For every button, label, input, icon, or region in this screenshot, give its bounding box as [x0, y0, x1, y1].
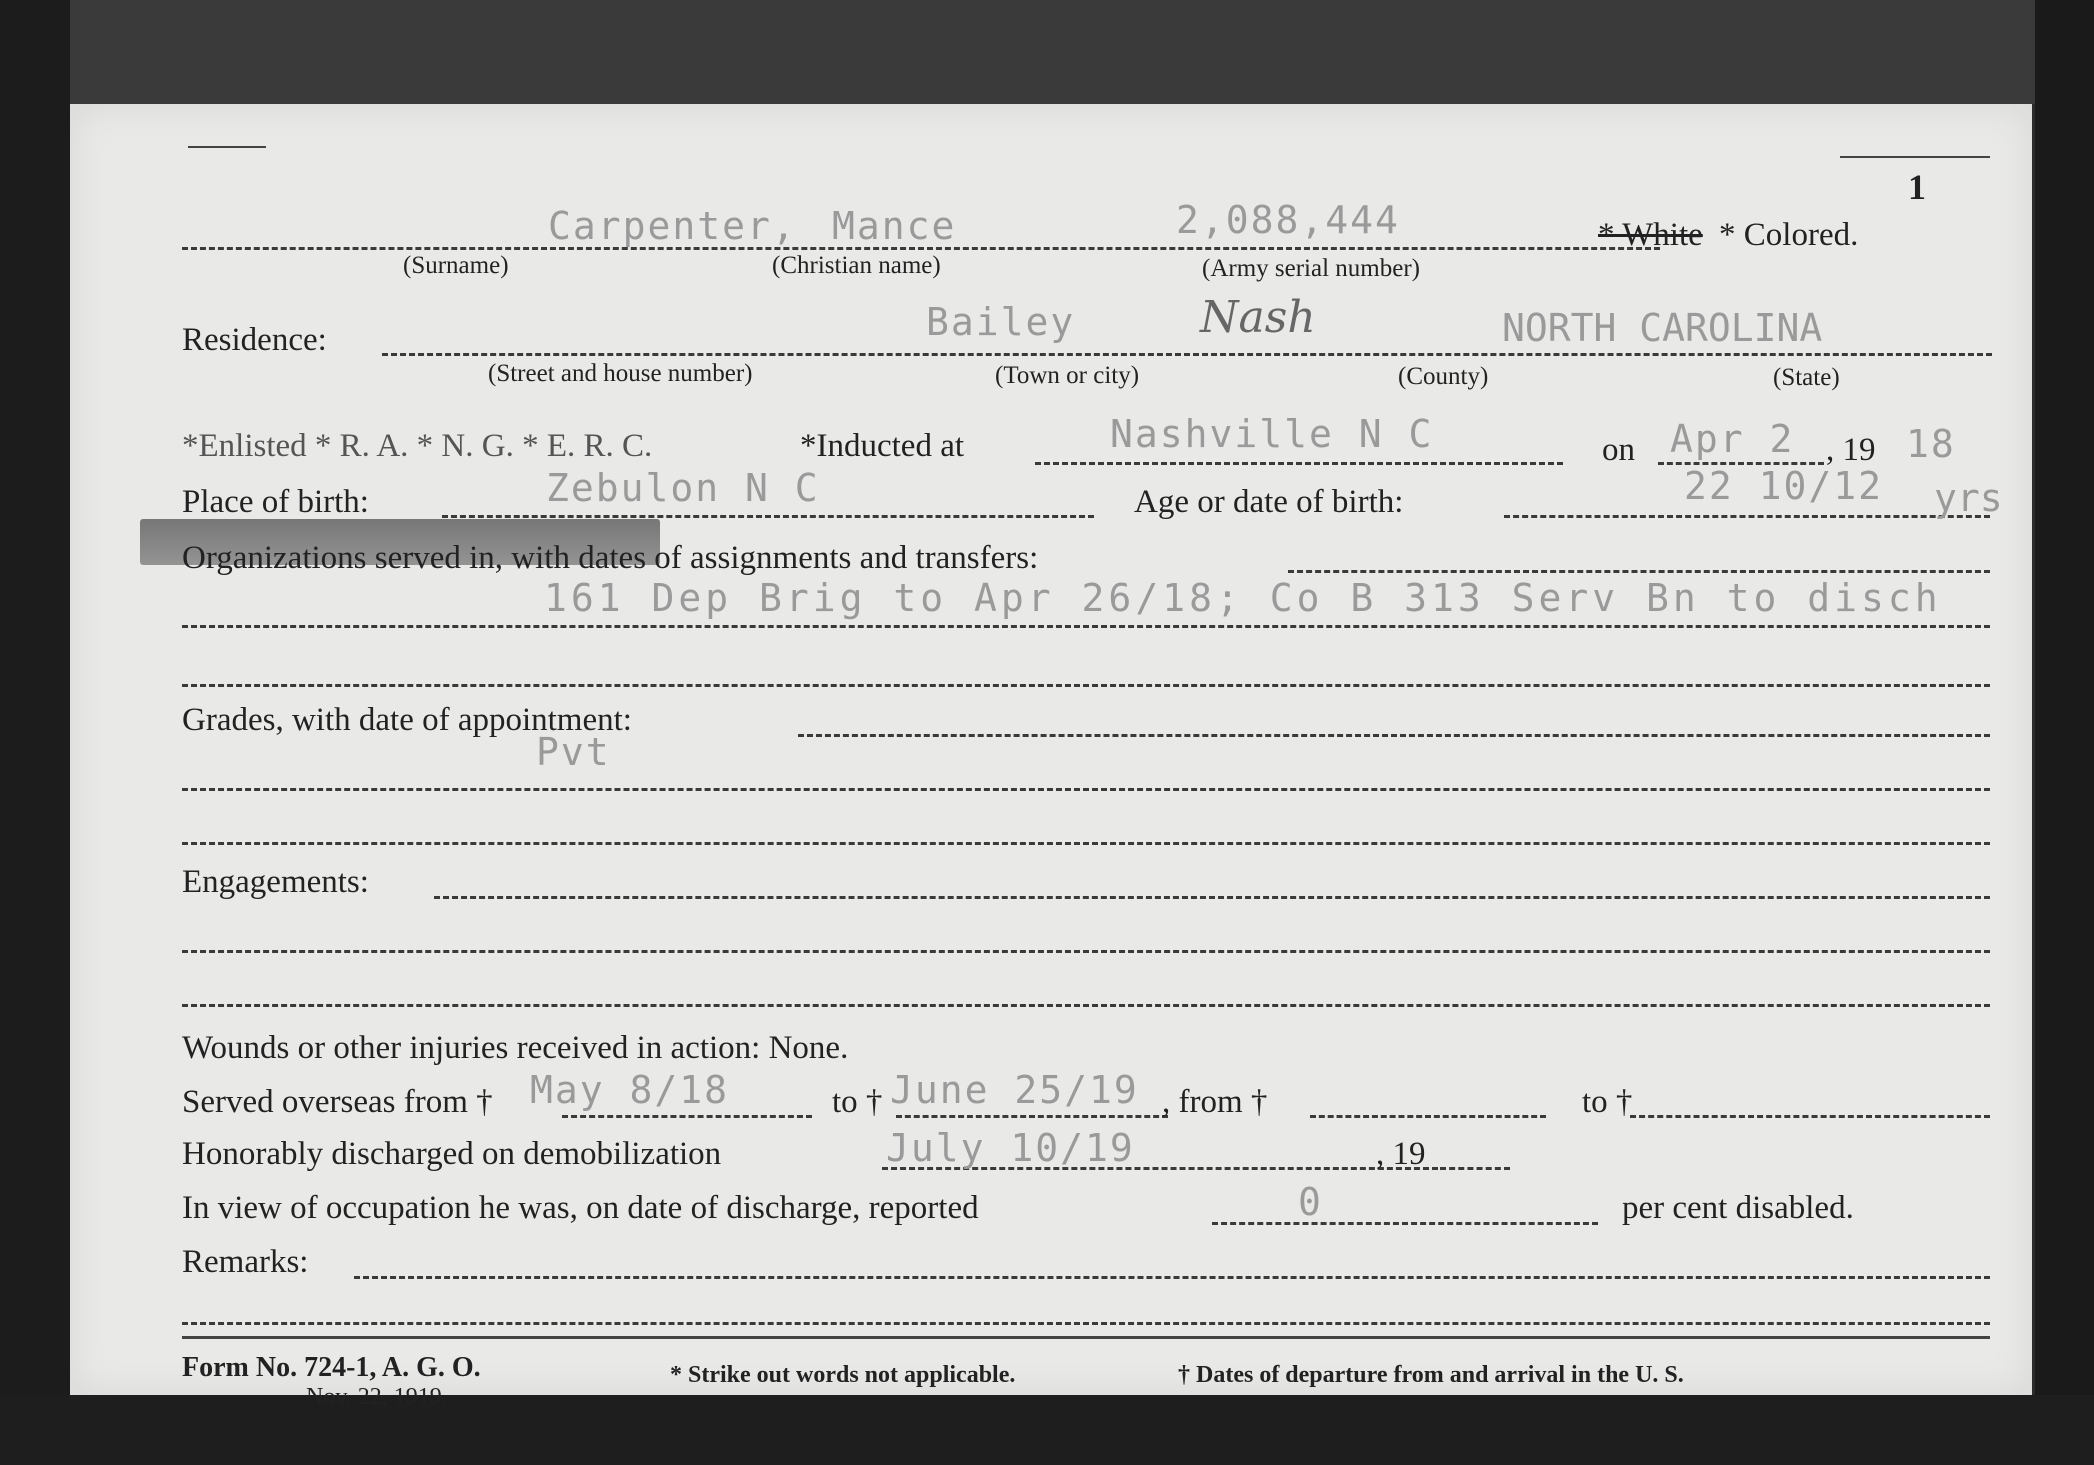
overseas-to2-label: to †	[1582, 1084, 1633, 1120]
army-serial-value: 2,088,444	[1176, 198, 1400, 242]
service-record-card	[70, 104, 2032, 1410]
on-label: on	[1602, 432, 1635, 468]
town-caption: (Town or city)	[995, 362, 1140, 389]
place-of-birth-value: Zebulon N C	[546, 466, 820, 510]
overseas-from-value: May 8/18	[530, 1068, 730, 1112]
age-line	[1504, 515, 1990, 518]
age-unit: yrs	[1934, 476, 2003, 520]
disability-value: 0	[1298, 1180, 1323, 1224]
surname-caption: (Surname)	[403, 252, 509, 279]
organizations-line-2	[182, 625, 1990, 628]
engagements-line-2	[182, 950, 1990, 953]
scanner-background-right	[2035, 0, 2094, 1465]
christian-name-caption: (Christian name)	[772, 252, 941, 279]
engagements-label: Engagements:	[182, 864, 369, 900]
organizations-line-3	[182, 684, 1990, 687]
disability-label: In view of occupation he was, on date of discharge, reported	[182, 1190, 979, 1226]
place-of-birth-line	[442, 515, 1094, 518]
top-right-rule	[1840, 156, 1990, 158]
organizations-label: Organizations served in, with dates of assignments and transfers:	[182, 540, 1039, 576]
organizations-line-1	[1288, 570, 1990, 573]
grades-line-3	[182, 842, 1990, 845]
street-caption: (Street and house number)	[488, 360, 753, 387]
colored-label: * Colored.	[1719, 217, 1859, 253]
engagements-line-3	[182, 1004, 1990, 1007]
state-caption: (State)	[1773, 364, 1840, 391]
inducted-at-value: Nashville N C	[1110, 412, 1434, 456]
disability-line	[1212, 1222, 1598, 1225]
age-label: Age or date of birth:	[1134, 484, 1404, 520]
form-date: Nov. 22, 1919.	[306, 1384, 448, 1410]
grades-line-2	[182, 788, 1990, 791]
organizations-value: 161 Dep Brig to Apr 26/18; Co B 313 Serv Bn to disch	[544, 576, 1942, 620]
residence-label: Residence:	[182, 322, 327, 358]
note-dates: † Dates of departure from and arrival in the U. S.	[1178, 1362, 1684, 1388]
induction-date-value: Apr 2	[1670, 417, 1795, 461]
scanner-background-top	[0, 0, 2094, 104]
grades-value: Pvt	[536, 730, 611, 774]
residence-county-value: Nash	[1200, 292, 1316, 343]
remarks-line-1	[354, 1276, 1990, 1279]
form-number: Form No. 724-1, A. G. O.	[182, 1352, 481, 1383]
age-value: 22 10/12	[1684, 464, 1884, 508]
residence-line	[382, 353, 1992, 356]
remarks-label: Remarks:	[182, 1244, 309, 1280]
remarks-line-2	[182, 1322, 1990, 1325]
overseas-from-line	[562, 1115, 812, 1118]
overseas-to-line	[896, 1115, 1168, 1118]
christian-name-value: Mance	[832, 204, 957, 248]
scanner-background-left	[0, 0, 70, 1465]
engagements-line-1	[434, 896, 1990, 899]
note-strike: * Strike out words not applicable.	[670, 1362, 1016, 1388]
top-left-rule	[188, 146, 266, 148]
county-caption: (County)	[1398, 363, 1489, 390]
white-label: * White	[1598, 217, 1703, 253]
grades-line-1	[798, 734, 1990, 737]
residence-state-value: NORTH CAROLINA	[1502, 306, 1823, 350]
discharge-label: Honorably discharged on demobilization	[182, 1136, 722, 1172]
discharge-year-label: , 19	[1376, 1136, 1426, 1172]
induction-year-value: 18	[1906, 422, 1956, 466]
army-serial-caption: (Army serial number)	[1202, 255, 1420, 282]
enlisted-label: *Enlisted * R. A. * N. G. * E. R. C.	[182, 428, 653, 464]
disability-suffix: per cent disabled.	[1622, 1190, 1854, 1226]
inducted-at-label: *Inducted at	[800, 428, 965, 464]
card-number: 1	[1908, 167, 1926, 207]
residence-town-value: Bailey	[926, 300, 1076, 344]
wounds-label: Wounds or other injuries received in action: None.	[182, 1030, 849, 1066]
discharge-value: July 10/19	[886, 1126, 1135, 1170]
overseas-to-label: to †	[832, 1084, 883, 1120]
overseas-to-value: June 25/19	[890, 1068, 1139, 1112]
overseas-from2-label: , from †	[1162, 1084, 1268, 1120]
overseas-from2-line	[1310, 1115, 1546, 1118]
induction-year-prefix: , 19	[1826, 432, 1876, 468]
footer-rule	[182, 1336, 1990, 1339]
discharge-year-line	[1440, 1167, 1510, 1170]
inducted-at-line	[1035, 462, 1563, 465]
overseas-label: Served overseas from †	[182, 1084, 493, 1120]
grades-label: Grades, with date of appointment:	[182, 702, 632, 738]
place-of-birth-label: Place of birth:	[182, 484, 369, 520]
overseas-to2-line	[1630, 1115, 1990, 1118]
surname-value: Carpenter,	[548, 204, 797, 248]
race-labels	[1598, 217, 1858, 254]
